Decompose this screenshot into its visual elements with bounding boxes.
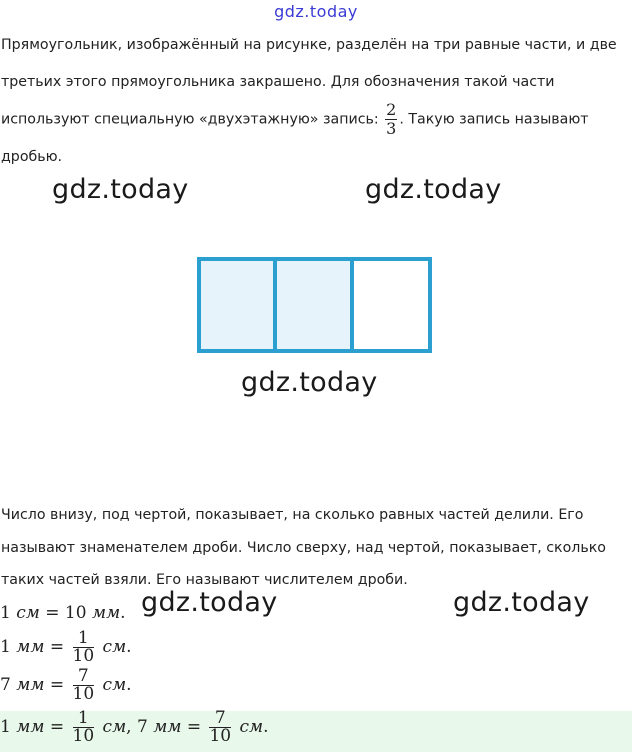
math-value: 7 [136, 717, 148, 737]
watermark: gdz.today [453, 587, 590, 618]
math-period: . [126, 675, 132, 695]
math-value: 1 [0, 603, 11, 623]
math-equals: = [49, 717, 65, 737]
math-fraction [73, 710, 95, 745]
fraction-rectangle-figure [197, 257, 432, 353]
math-separator: , [126, 717, 132, 737]
inline-fraction [385, 101, 397, 138]
math-line-2 [0, 630, 132, 665]
fraction-denominator: 10 [72, 684, 95, 704]
top-watermark: gdz.today [274, 2, 358, 21]
math-line-1 [0, 603, 126, 623]
math-unit: мм [16, 675, 45, 695]
math-unit: см [102, 675, 127, 695]
math-period: . [120, 603, 126, 623]
intro-paragraph [1, 27, 629, 176]
math-unit: мм [91, 603, 121, 623]
math-fraction [73, 630, 95, 665]
math-value: 1 [0, 717, 11, 737]
math-equals: = [45, 603, 60, 623]
math-unit: см [16, 603, 40, 623]
watermark: gdz.today [52, 174, 189, 205]
math-value: 7 [0, 675, 11, 695]
intro-text-end: . Такую запись называют дробью. [1, 111, 589, 165]
math-fraction [209, 710, 231, 745]
math-unit: см [239, 717, 264, 737]
rect-part-2 [276, 259, 353, 351]
math-equals: = [49, 675, 65, 695]
math-equals: = [49, 637, 65, 657]
fraction-denominator: 10 [72, 726, 95, 746]
fraction-numerator: 7 [73, 668, 95, 686]
answer-line [0, 710, 269, 745]
fraction-numerator: 1 [73, 710, 95, 728]
math-unit: мм [16, 637, 45, 657]
math-unit: мм [153, 717, 182, 737]
math-line-3 [0, 668, 132, 703]
intro-text: Прямоугольник, изображённый на рисунке, разделён на три равные части, и две третьих этого прямоугольника закрашено. Для обозначения такой части используют специальную «двухэтажную» запись: [1, 37, 617, 128]
math-equals: = [186, 717, 202, 737]
fraction-numerator: 1 [73, 630, 95, 648]
math-period: . [263, 717, 269, 737]
rect-part-3 [353, 259, 430, 351]
fraction-denominator: 3 [386, 119, 397, 138]
math-value: 10 [64, 603, 87, 623]
watermark: gdz.today [241, 367, 378, 398]
math-unit: мм [16, 717, 45, 737]
fraction-denominator: 10 [72, 646, 95, 666]
math-unit: см [102, 637, 127, 657]
math-unit: см [102, 717, 127, 737]
watermark: gdz.today [141, 587, 278, 618]
explanation-paragraph: Число внизу, под чертой, показывает, на сколько равных частей делили. Его называют знаменателем дроби. Число сверху, над чертой, показывает, сколько таких частей взяли. Его называют числителем дроби. [1, 507, 606, 588]
math-period: . [126, 637, 132, 657]
rectangle-svg [197, 257, 432, 353]
fraction-numerator: 7 [209, 710, 231, 728]
math-fraction [73, 668, 95, 703]
fraction-denominator: 10 [209, 726, 232, 746]
watermark: gdz.today [365, 174, 502, 205]
fraction-numerator: 2 [386, 100, 397, 119]
math-value: 1 [0, 637, 11, 657]
rect-part-1 [199, 259, 276, 351]
